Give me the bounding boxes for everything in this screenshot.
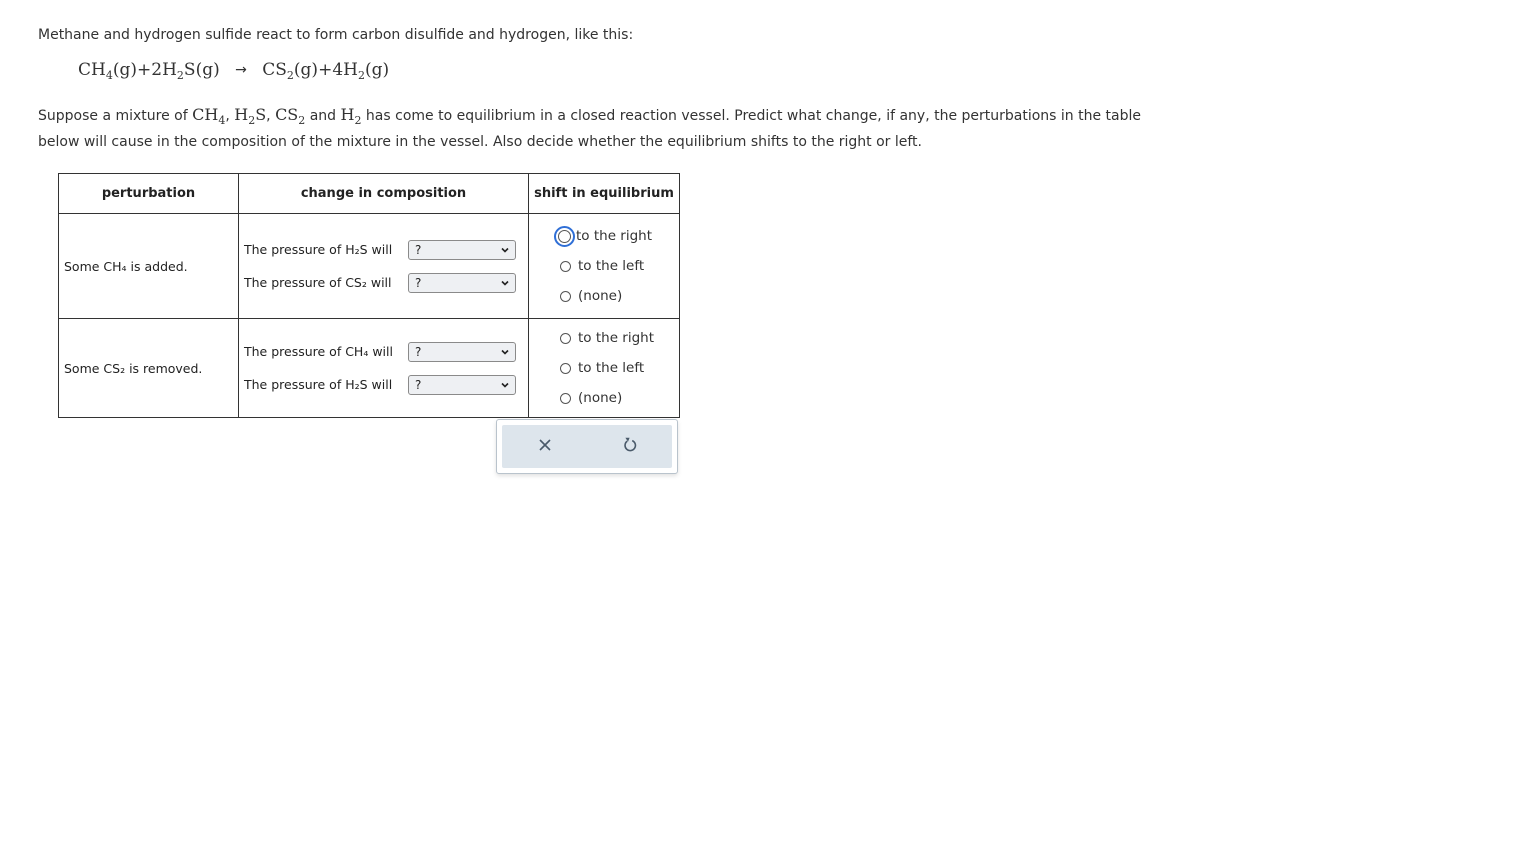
shift-radio-group [529,221,679,311]
intro-text: Methane and hydrogen sulfide react to form carbon disulfide and hydrogen, like this: [38,27,634,43]
radio-label: to the left [578,360,645,376]
radio-button[interactable] [560,393,571,404]
chevron-down-icon [500,347,510,357]
header-perturbation: perturbation [59,174,239,214]
composition-line [239,266,528,299]
table-row [59,319,680,418]
select-value: ? [415,377,422,392]
composition-label: The pressure of CH₄ will [244,344,393,359]
answer-action-panel [496,419,678,474]
header-shift: shift in equilibrium [529,174,680,214]
pressure-cs2-select[interactable] [408,273,516,293]
select-value: ? [415,242,422,257]
radio-label: (none) [578,390,623,406]
question-text: Suppose a mixture of $CH_4$, $H_2S$, $CS_2$ and $H_2$ has come to equilibrium in a closed reaction vessel. Predict what change, if any, the perturbations in the table below will cause in the composition of the mixture in the vessel. Also decide whether the equilibrium shifts to the right or left. [38,105,1142,150]
shift-right-option[interactable] [560,221,679,251]
shift-none-option[interactable] [560,383,679,413]
composition-cell [239,214,529,319]
header-composition: change in composition [239,174,529,214]
pressure-ch4-select[interactable] [408,342,516,362]
radio-button[interactable] [560,333,571,344]
table-row [59,214,680,319]
chevron-down-icon [500,380,510,390]
composition-label: The pressure of H₂S will [244,377,393,392]
pressure-h2s-select[interactable] [408,375,516,395]
radio-label: to the right [576,228,653,244]
perturbation-table [58,173,680,418]
perturbation-cell: Some CH₄ is added. [59,214,239,319]
composition-label: The pressure of CS₂ will [244,275,392,290]
pressure-h2s-select[interactable] [408,240,516,260]
radio-button[interactable] [560,291,571,302]
composition-cell [239,319,529,418]
shift-cell [529,214,680,319]
radio-label: (none) [578,288,623,304]
composition-line [239,335,528,368]
action-bar [502,425,672,468]
select-value: ? [415,344,422,359]
composition-line [239,368,528,401]
shift-cell [529,319,680,418]
chemical-equation: $CH_4(g)+2H_2S(g) \to CS_2(g)+4H_2(g)$ [78,60,390,82]
radio-button[interactable] [558,230,571,243]
radio-label: to the left [578,258,645,274]
shift-left-option[interactable] [560,251,679,281]
radio-button[interactable] [560,261,571,272]
chevron-down-icon [500,278,510,288]
radio-button[interactable] [560,363,571,374]
composition-label: The pressure of H₂S will [244,242,393,257]
radio-label: to the right [578,330,655,346]
perturbation-cell: Some CS₂ is removed. [59,319,239,418]
clear-button[interactable] [525,430,565,464]
shift-none-option[interactable] [560,281,679,311]
reset-button[interactable] [610,430,650,464]
reaction-arrow: → [235,62,247,78]
shift-right-option[interactable] [560,323,679,353]
chevron-down-icon [500,245,510,255]
select-value: ? [415,275,422,290]
composition-line [239,233,528,266]
close-icon [538,437,552,456]
shift-left-option[interactable] [560,353,679,383]
shift-radio-group [529,323,679,413]
undo-icon [622,436,638,458]
